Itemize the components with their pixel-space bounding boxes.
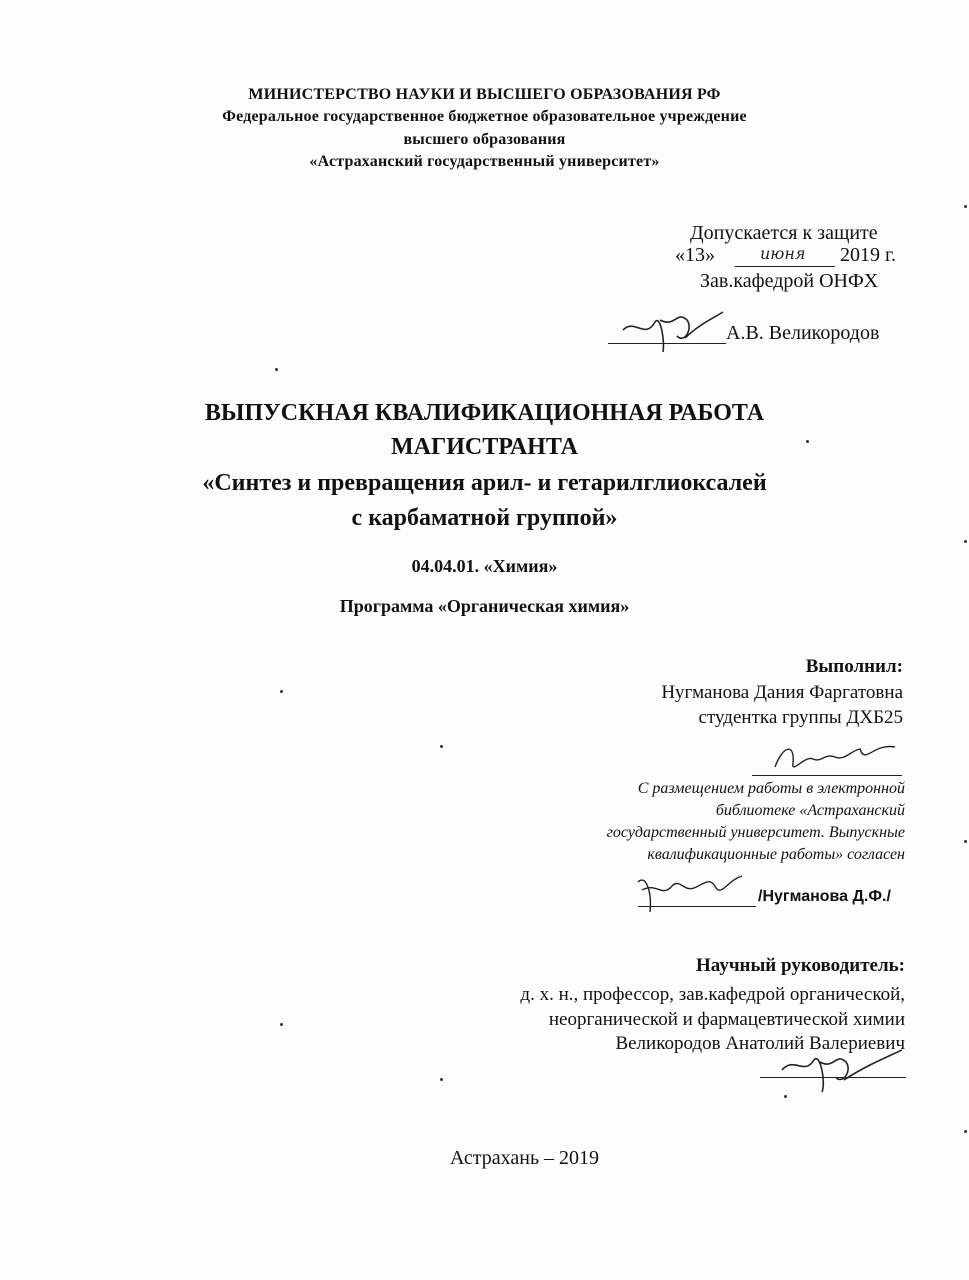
supervisor-label: Научный руководитель: <box>696 955 905 976</box>
specialty-code: 04.04.01. «Химия» <box>411 556 558 576</box>
scan-speck <box>964 1130 967 1133</box>
scan-speck <box>784 1095 787 1098</box>
approver-signature-image <box>615 300 735 360</box>
university-name: «Астраханский государственный университет» <box>309 153 660 170</box>
admitted-to-defense: Допускается к защите <box>690 222 878 244</box>
approval-month-handwritten: июня <box>760 244 806 263</box>
approval-year: 2019 г. <box>840 244 896 266</box>
approver-name: А.В. Великородов <box>726 322 880 344</box>
consent-signer-name: /Нугманова Д.Ф./ <box>758 888 891 905</box>
scan-speck <box>280 690 283 693</box>
author-label: Выполнил: <box>805 656 903 677</box>
approval-day: «13» <box>675 244 715 266</box>
supervisor-name: Великородов Анатолий Валериевич <box>615 1033 905 1054</box>
supervisor-signature-line <box>760 1077 906 1078</box>
scan-speck <box>806 440 809 443</box>
institution-line-1: Федеральное государственное бюджетное образовательное учреждение <box>222 108 747 125</box>
consent-line-1: С размещением работы в электронной <box>637 780 905 797</box>
ministry-name: МИНИСТЕРСТВО НАУКИ И ВЫСШЕГО ОБРАЗОВАНИЯ РФ <box>248 86 721 103</box>
consent-line-3: государственный университет. Выпускные <box>606 824 905 841</box>
supervisor-signature-image <box>770 1040 910 1095</box>
thesis-topic-line-2: с карбаматной группой» <box>351 505 618 531</box>
author-group: студентка группы ДХБ25 <box>698 707 903 728</box>
consent-line-4: квалификационные работы» согласен <box>647 846 905 863</box>
author-signature-line <box>752 775 902 776</box>
approval-date-day <box>675 244 715 267</box>
author-signature-image <box>765 735 905 780</box>
scan-speck <box>440 1078 443 1081</box>
city-year: Астрахань – 2019 <box>449 1147 600 1169</box>
consent-line-2: библиотеке «Астраханский <box>715 802 905 819</box>
thesis-topic-line-1: «Синтез и превращения арил- и гетарилглиоксалей <box>202 470 767 496</box>
consent-signature-image <box>632 862 757 922</box>
head-of-department: Зав.кафедрой ОНФХ <box>700 270 879 292</box>
supervisor-position-line-2: неорганической и фармацевтической химии <box>548 1009 905 1030</box>
scan-speck <box>440 745 443 748</box>
scan-speck <box>280 1023 283 1026</box>
thesis-type-line-1: ВЫПУСКНАЯ КВАЛИФИКАЦИОННАЯ РАБОТА <box>204 400 765 426</box>
program-name: Программа «Органическая химия» <box>339 596 630 616</box>
author-name: Нугманова Дания Фаргатовна <box>661 682 903 703</box>
scan-speck <box>964 840 967 843</box>
institution-line-2: высшего образования <box>403 131 566 148</box>
scan-speck <box>964 540 967 543</box>
consent-signature-line <box>638 906 756 907</box>
scan-speck <box>964 205 967 208</box>
date-month-underline <box>735 266 835 267</box>
thesis-type-line-2: МАГИСТРАНТА <box>391 434 578 460</box>
scan-speck <box>275 368 278 371</box>
supervisor-position-line-1: д. х. н., профессор, зав.кафедрой органической, <box>520 984 905 1005</box>
